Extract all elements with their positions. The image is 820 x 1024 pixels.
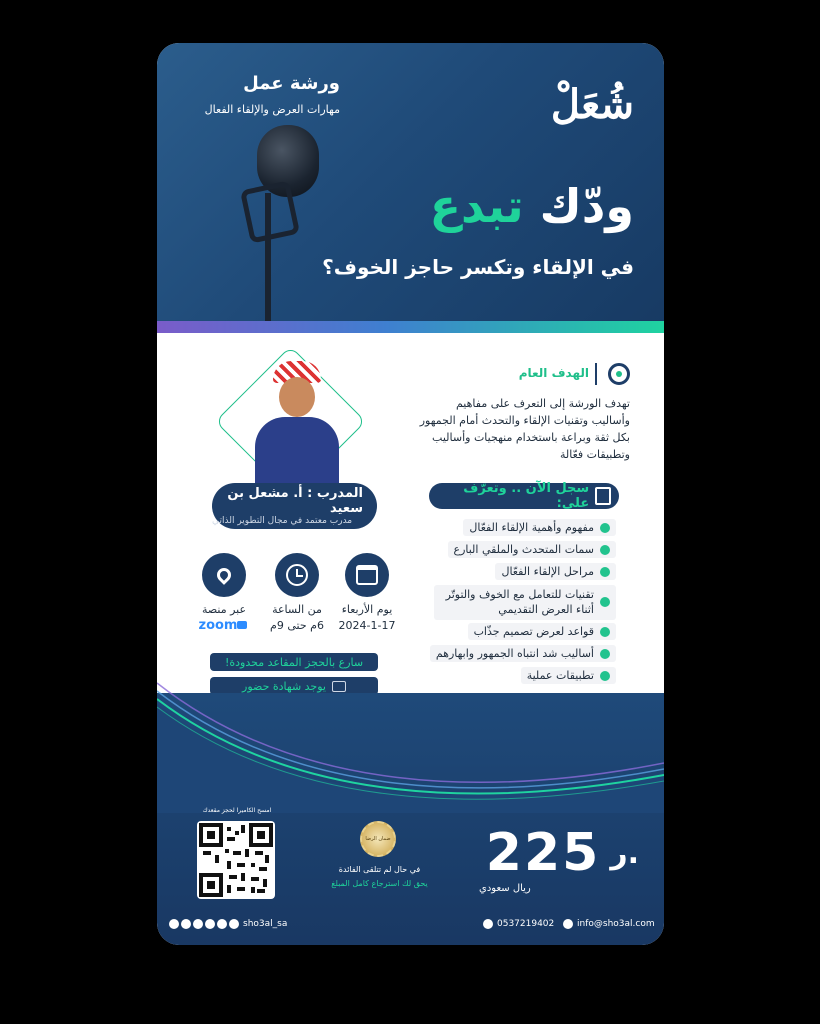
check-icon bbox=[600, 627, 610, 637]
list-item-label: قواعد لعرض تصميم جذّاب bbox=[473, 625, 594, 638]
social-handle[interactable]: sho3al_sa bbox=[243, 919, 288, 929]
list-item-label: مراحل الإلقاء الفعّال bbox=[501, 565, 594, 578]
qr-caption: امسح الكاميرا لحجز مقعدك bbox=[202, 807, 272, 814]
guarantee-badge-text: ضمان الرضا bbox=[365, 836, 391, 842]
register-title: سجل الآن .. وتعرّف على: bbox=[463, 481, 590, 511]
headline-line2: في الإلقاء وتكسر حاجز الخوف؟ bbox=[322, 255, 634, 279]
list-item bbox=[463, 519, 616, 536]
email-icon bbox=[563, 919, 573, 929]
list-item bbox=[434, 585, 616, 620]
workshop-subtitle: مهارات العرض والإلقاء الفعال bbox=[204, 103, 340, 116]
qr-code-image bbox=[197, 821, 275, 899]
decorative-wave bbox=[157, 663, 664, 813]
list-item-label: تطبيقات عملية bbox=[526, 669, 594, 682]
clipboard-icon bbox=[595, 487, 611, 505]
price-currency: ريال سعودي bbox=[479, 883, 531, 894]
hero-section bbox=[157, 43, 664, 333]
register-title-badge bbox=[429, 483, 619, 509]
list-item bbox=[430, 645, 616, 662]
check-icon bbox=[600, 597, 610, 607]
workshop-label: ورشة عمل bbox=[243, 73, 340, 94]
price-amount: 225 bbox=[485, 823, 601, 883]
certificate-notice-text: يوجد شهادة حضور bbox=[242, 679, 326, 693]
social-icons bbox=[169, 919, 239, 929]
poster bbox=[157, 43, 664, 945]
brand-logo: شُعَلْ bbox=[550, 81, 634, 128]
phone-number: 0537219402 bbox=[497, 919, 555, 929]
currency-symbol: ر. bbox=[610, 835, 639, 871]
trainer-card bbox=[212, 483, 377, 529]
facebook-icon[interactable] bbox=[229, 919, 239, 929]
snapchat-icon[interactable] bbox=[181, 919, 191, 929]
list-item-label: تقنيات للتعامل مع الخوف والتوتّر أثناء العرض التقديمي bbox=[445, 588, 594, 617]
time-line1: من الساعة bbox=[272, 603, 322, 616]
list-item bbox=[468, 623, 616, 640]
check-icon bbox=[600, 523, 610, 533]
target-icon bbox=[608, 363, 630, 385]
seats-notice-text: سارع بالحجز المقاعد محدودة! bbox=[224, 655, 364, 669]
trainer-title: مدرب معتمد في مجال التطوير الذاتي bbox=[212, 516, 353, 526]
hero-stripe bbox=[157, 321, 664, 333]
calendar-icon bbox=[345, 553, 389, 597]
zoom-label: zoom bbox=[198, 618, 238, 633]
whatsapp-icon bbox=[483, 919, 493, 929]
linkedin-icon[interactable] bbox=[217, 919, 227, 929]
platform-line1: عبر منصة bbox=[201, 603, 247, 616]
headline bbox=[429, 179, 634, 233]
list-item bbox=[448, 541, 617, 558]
headline-part2: تبدع bbox=[429, 179, 524, 233]
trainer-name: المدرب : أ. مشعل بن سعيد bbox=[227, 486, 363, 516]
goal-text: تهدف الورشة إلى التعرف على مفاهيم وأساليب وتقنيات الإلقاء والتحدث أمام الجمهور بكل ثقة وبراعة باستخدام منهجيات وأساليب وتطبيقات فعّالة bbox=[419, 397, 630, 462]
divider bbox=[595, 363, 597, 385]
guarantee-line1: في حال لم تتلقى الفائدة bbox=[338, 865, 421, 874]
list-item bbox=[495, 563, 616, 580]
check-icon bbox=[600, 545, 610, 555]
phone-block[interactable] bbox=[483, 919, 554, 929]
time-line2: 6م حتى 9م bbox=[270, 619, 324, 632]
tiktok-icon[interactable] bbox=[205, 919, 215, 929]
date-line1: يوم الأربعاء bbox=[341, 603, 393, 616]
guarantee-line2: يحق لك استرجاع كامل المبلغ bbox=[331, 879, 428, 888]
zoom-logo bbox=[188, 618, 260, 633]
list-item-label: أساليب شد انتباه الجمهور وابهارهم bbox=[435, 647, 594, 660]
email-block[interactable] bbox=[563, 919, 655, 929]
instagram-icon[interactable] bbox=[193, 919, 203, 929]
guarantee-badge bbox=[360, 821, 396, 857]
x-icon[interactable] bbox=[169, 919, 179, 929]
list-item-label: مفهوم وأهمية الإلقاء الفعّال bbox=[469, 521, 594, 534]
check-icon bbox=[600, 567, 610, 577]
qr-code[interactable] bbox=[197, 821, 275, 899]
email-address: info@sho3al.com bbox=[577, 919, 655, 929]
check-icon bbox=[600, 649, 610, 659]
date-line2: 2024-1-17 bbox=[338, 619, 396, 632]
microphone-stand bbox=[265, 193, 271, 323]
location-pin-icon bbox=[202, 553, 246, 597]
price-block bbox=[479, 823, 639, 883]
goal-title: الهدف العام bbox=[518, 366, 589, 380]
clock-icon bbox=[275, 553, 319, 597]
zoom-icon bbox=[237, 621, 247, 629]
trainer-photo bbox=[247, 355, 347, 485]
headline-part1: ودّك bbox=[539, 179, 634, 233]
list-item-label: سمات المتحدث والملقي البارع bbox=[453, 543, 594, 556]
